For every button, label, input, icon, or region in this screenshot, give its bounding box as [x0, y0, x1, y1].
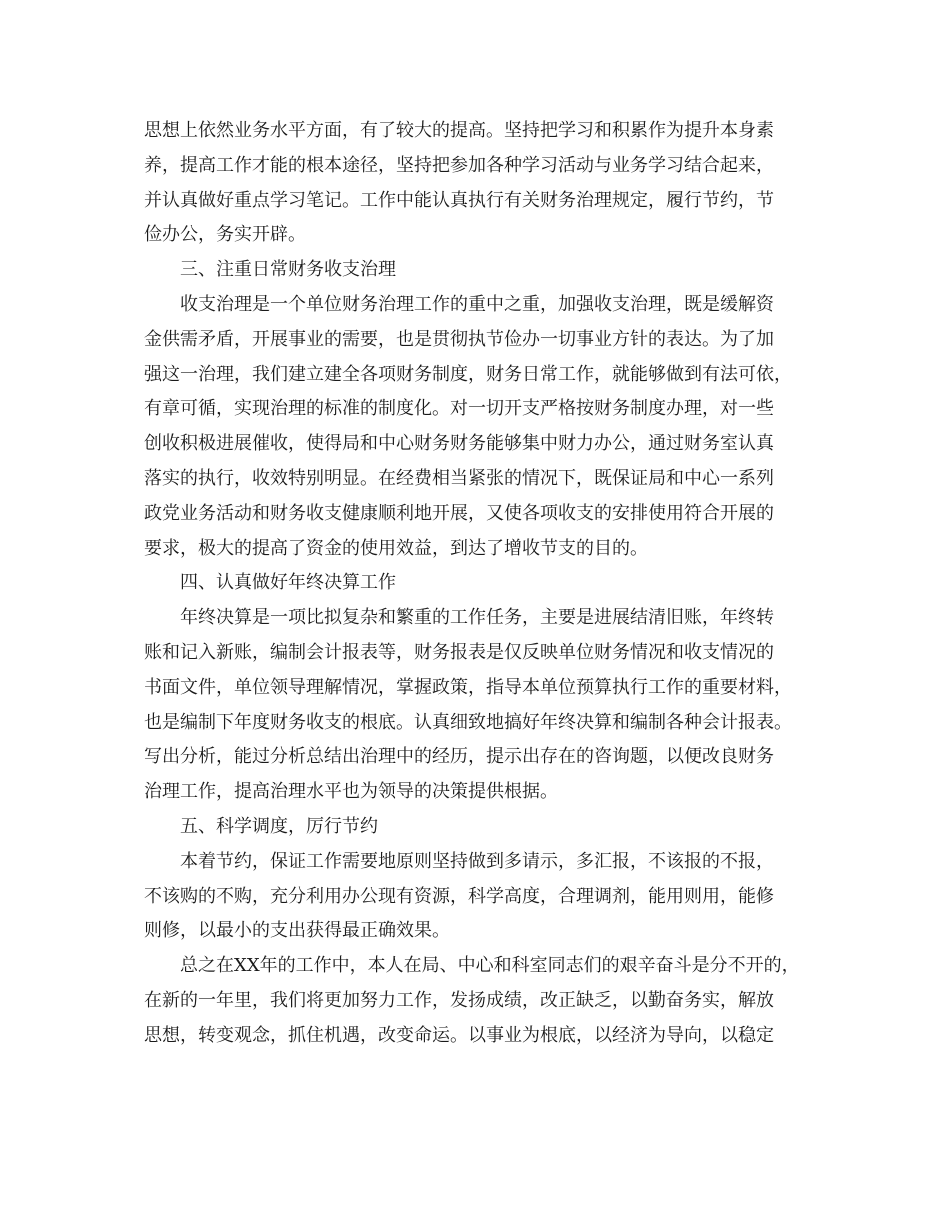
- text-line: 俭办公，务实开辟。: [144, 224, 306, 246]
- document-body: [144, 114, 804, 1054]
- text-line: 在新的一年里，我们将更加努力工作，发扬成绩，改正缺乏，以勤奋务实，解放: [144, 989, 774, 1011]
- text-line: 落实的执行，收效特别明显。在经费相当紧张的情况下，既保证局和中心一系列: [144, 467, 774, 489]
- text-line: 创收积极进展催收，使得局和中心财务财务能够集中财力办公，通过财务室认真: [144, 433, 774, 455]
- text-line: 有章可循，实现治理的标准的制度化。对一切开支严格按财务制度办理，对一些: [144, 398, 774, 420]
- text-line: 养，提高工作才能的根本途径，坚持把参加各种学习活动与业务学习结合起来，: [144, 154, 774, 176]
- text-line: 并认真做好重点学习笔记。工作中能认真执行有关财务治理规定，履行节约，节: [144, 189, 774, 211]
- text-line: 三、注重日常财务收支治理: [180, 259, 396, 281]
- text-line: 治理工作，提高治理水平也为领导的决策提供根据。: [144, 781, 558, 803]
- text-line: 账和记入新账，编制会计报表等，财务报表是仅反映单位财务情况和收支情况的: [144, 641, 774, 663]
- text-line: 思想，转变观念，抓住机遇，改变命运。以事业为根底，以经济为导向，以稳定: [144, 1024, 774, 1046]
- text-line: 也是编制下年度财务收支的根底。认真细致地搞好年终决算和编制各种会计报表。: [144, 711, 792, 733]
- text-line: 本着节约，保证工作需要地原则坚持做到多请示，多汇报，不该报的不报，: [180, 850, 774, 872]
- text-line: 收支治理是一个单位财务治理工作的重中之重，加强收支治理，既是缓解资: [180, 293, 774, 315]
- text-line: 四、认真做好年终决算工作: [180, 572, 396, 594]
- text-line: 总之在XX年的工作中，本人在局、中心和科室同志们的艰辛奋斗是分不开的，: [180, 955, 800, 977]
- text-line: 要求，极大的提高了资金的使用效益，到达了增收节支的目的。: [144, 537, 648, 559]
- text-line: 金供需矛盾，开展事业的需要，也是贯彻执节俭办一切事业方针的表达。为了加: [144, 328, 774, 350]
- text-line: 书面文件，单位领导理解情况，掌握政策，指导本单位预算执行工作的重要材料，: [144, 676, 792, 698]
- text-line: 五、科学调度，厉行节约: [180, 815, 378, 837]
- text-line: 政党业务活动和财务收支健康顺利地开展，又使各项收支的安排使用符合开展的: [144, 502, 774, 524]
- text-line: 写出分析，能过分析总结出治理中的经历，提示出存在的咨询题，以便改良财务: [144, 746, 774, 768]
- text-line: 不该购的不购，充分利用办公现有资源，科学高度，合理调剂，能用则用，能修: [144, 885, 774, 907]
- text-line: 思想上依然业务水平方面，有了较大的提高。坚持把学习和积累作为提升本身素: [144, 120, 774, 141]
- text-line: 年终决算是一项比拟复杂和繁重的工作任务，主要是进展结清旧账，年终转: [180, 607, 774, 629]
- text-line: 则修，以最小的支出获得最正确效果。: [144, 920, 450, 942]
- text-line: 强这一治理，我们建立建全各项财务制度，财务日常工作，就能够做到有法可依，: [144, 363, 792, 385]
